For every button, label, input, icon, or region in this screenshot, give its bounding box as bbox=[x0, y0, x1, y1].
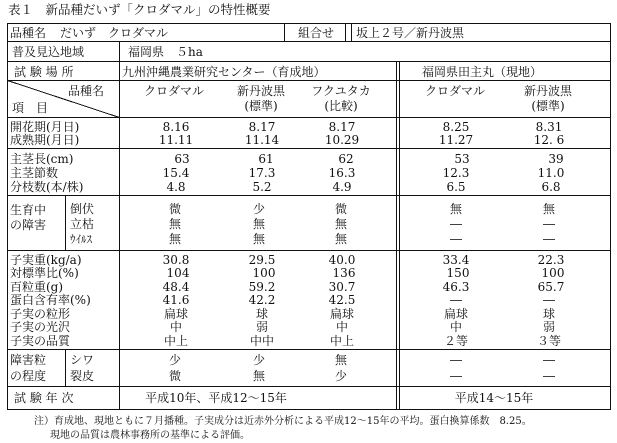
col-header: 新丹波黒 bbox=[236, 84, 286, 98]
cell: 4.8 bbox=[166, 180, 186, 194]
cell: 4.9 bbox=[332, 180, 352, 194]
corner-item: 項 目 bbox=[12, 101, 49, 115]
cell: 少 bbox=[334, 369, 348, 383]
row-label: 子実重(kg/a) bbox=[10, 253, 82, 267]
cell: 8.31 bbox=[535, 120, 563, 134]
col-header: クロダマル bbox=[143, 84, 205, 98]
cell: 11.14 bbox=[244, 133, 280, 147]
years-label: 試 験 年 次 bbox=[14, 391, 74, 405]
cell: 42.2 bbox=[248, 293, 276, 307]
cell: ― bbox=[450, 369, 462, 383]
cell: 無 bbox=[449, 202, 463, 216]
cell: 100 bbox=[252, 266, 276, 280]
cross-label: 組合せ bbox=[298, 26, 335, 40]
cell: 微 bbox=[334, 202, 348, 216]
cell: 40.0 bbox=[328, 253, 356, 267]
cell: 39 bbox=[548, 152, 564, 166]
variety-value: だいず クロダマル bbox=[60, 26, 169, 40]
cell: ― bbox=[450, 217, 462, 231]
row-label: 裂皮 bbox=[70, 369, 95, 383]
cell: 11.27 bbox=[438, 133, 474, 147]
grain-damage-block bbox=[10, 352, 555, 383]
row-label: 成熟期(月日) bbox=[10, 133, 80, 147]
cell: ― bbox=[543, 232, 555, 246]
cell: 150 bbox=[446, 266, 470, 280]
cell: 12.3 bbox=[442, 166, 470, 180]
cell: 30.8 bbox=[162, 253, 190, 267]
cell: ２等 bbox=[443, 334, 469, 348]
footnote-line: 現地の品質は農林事務所の基準による評価。 bbox=[50, 430, 250, 441]
cell: 30.7 bbox=[328, 280, 356, 294]
cell: 無 bbox=[334, 232, 348, 246]
growth-damage-block bbox=[10, 201, 556, 246]
cell: 41.6 bbox=[162, 293, 190, 307]
cell: ― bbox=[543, 353, 555, 367]
cell: 22.3 bbox=[537, 253, 565, 267]
cell: 53 bbox=[454, 152, 470, 166]
group-label: 障害粒 bbox=[10, 353, 47, 367]
cell: 48.4 bbox=[162, 280, 190, 294]
cell: 扁球 bbox=[443, 307, 469, 321]
cell: 球 bbox=[255, 307, 269, 321]
phenology-block bbox=[10, 119, 564, 147]
cell: 少 bbox=[252, 202, 266, 216]
area-row bbox=[12, 44, 203, 59]
morphology-block bbox=[10, 151, 564, 194]
site-1: 九州沖縄農業研究センター（育成地） bbox=[122, 65, 326, 79]
table-frame bbox=[8, 24, 611, 410]
row-label: 子実の粒形 bbox=[10, 307, 71, 321]
cell: 5.2 bbox=[252, 180, 272, 194]
row-label: 主茎節数 bbox=[10, 166, 59, 180]
cell: ― bbox=[543, 293, 555, 307]
cell: 少 bbox=[168, 353, 182, 367]
cell: 中 bbox=[169, 320, 183, 334]
area-value: 福岡県 ５ha bbox=[128, 45, 203, 59]
cell: 中上 bbox=[329, 334, 355, 348]
cross-value: 坂上２号／新丹波黒 bbox=[356, 26, 465, 40]
row-label: 子実の光沢 bbox=[10, 320, 71, 334]
cell: 8.25 bbox=[442, 120, 470, 134]
site-row bbox=[14, 64, 542, 79]
cell: 104 bbox=[166, 266, 190, 280]
cell: 42.5 bbox=[328, 293, 356, 307]
col-header-sub: (標準) bbox=[244, 99, 278, 113]
col-header: クロダマル bbox=[424, 84, 486, 98]
table-title: 表１ 新品種だいず「クロダマル」の特性概要 bbox=[8, 2, 271, 17]
footnote-line: 注）育成地、現地ともに７月播種。子実成分は近赤外分析による平成12～15年の平均。蛋白換算係数 8.25。 bbox=[34, 416, 532, 427]
cell: ― bbox=[450, 232, 462, 246]
variety-label: 品種名 bbox=[10, 26, 47, 40]
group-label: の程度 bbox=[10, 369, 47, 383]
cell: 33.4 bbox=[442, 253, 470, 267]
cell: 無 bbox=[168, 232, 182, 246]
cell: 微 bbox=[168, 369, 182, 383]
row-label: 倒伏 bbox=[70, 202, 95, 216]
cell: 球 bbox=[542, 307, 556, 321]
col-header: 新丹波黒 bbox=[523, 84, 573, 98]
cell: 61 bbox=[258, 152, 274, 166]
cell: 59.2 bbox=[248, 280, 276, 294]
cell: 無 bbox=[334, 353, 348, 367]
yield-block bbox=[10, 252, 564, 348]
cell: 11.11 bbox=[158, 133, 194, 147]
cell: 中 bbox=[449, 320, 463, 334]
cell: 無 bbox=[252, 217, 266, 231]
cell: 15.4 bbox=[162, 166, 190, 180]
row-label: 対標準比(%) bbox=[10, 266, 79, 280]
row-label: 主茎長(cm) bbox=[10, 152, 74, 166]
footnotes bbox=[34, 414, 532, 441]
cell: 6.8 bbox=[541, 180, 561, 194]
cell: 12. 6 bbox=[533, 133, 565, 147]
site-label: 試 験 場 所 bbox=[14, 65, 74, 79]
cell: 6.5 bbox=[446, 180, 466, 194]
row-label: 開花期(月日) bbox=[10, 120, 80, 134]
cell: 136 bbox=[332, 266, 356, 280]
cell: ― bbox=[543, 369, 555, 383]
cell: 中 bbox=[335, 320, 349, 334]
cell: 少 bbox=[252, 353, 266, 367]
cell: 62 bbox=[338, 152, 354, 166]
cell: 8.16 bbox=[162, 120, 190, 134]
cell: 10.29 bbox=[324, 133, 360, 147]
cell: 11.0 bbox=[537, 166, 565, 180]
cell: 17.3 bbox=[248, 166, 276, 180]
cell: 無 bbox=[542, 202, 556, 216]
cell: 微 bbox=[168, 202, 182, 216]
cell: 29.5 bbox=[248, 253, 276, 267]
years-site-1: 平成10年、平成12～15年 bbox=[145, 391, 287, 405]
row-label: 立枯 bbox=[70, 217, 95, 231]
cell: 8.17 bbox=[328, 120, 356, 134]
cell: 65.7 bbox=[537, 280, 565, 294]
row-label: 蛋白含有率(%) bbox=[10, 293, 91, 307]
corner-variety: 品種名 bbox=[68, 84, 105, 98]
cell: 63 bbox=[174, 152, 190, 166]
row-label: シワ bbox=[70, 353, 95, 367]
row-label: 子実の品質 bbox=[10, 334, 71, 348]
row-label: 分枝数(本/株) bbox=[10, 180, 84, 194]
cell: ３等 bbox=[536, 334, 562, 348]
cell: 扁球 bbox=[329, 307, 355, 321]
variety-header-row bbox=[10, 25, 465, 40]
row-label: 百粒重(g) bbox=[10, 280, 64, 294]
cell: 無 bbox=[168, 217, 182, 231]
cell: ― bbox=[543, 217, 555, 231]
cell: 無 bbox=[334, 217, 348, 231]
col-header-sub: (比較) bbox=[324, 99, 358, 113]
years-site-2: 平成14～15年 bbox=[454, 391, 534, 405]
group-label: 生育中 bbox=[10, 203, 47, 217]
cell: 無 bbox=[252, 369, 266, 383]
group-label: の障害 bbox=[10, 218, 47, 232]
years-row bbox=[14, 390, 533, 405]
cell: 弱 bbox=[255, 320, 269, 334]
area-label: 普及見込地域 bbox=[12, 45, 85, 59]
table-grid bbox=[8, 24, 611, 410]
cell: 中中 bbox=[249, 334, 275, 348]
site-2: 福岡県田主丸（現地） bbox=[422, 65, 543, 79]
cell: 扁球 bbox=[163, 307, 189, 321]
cell: 100 bbox=[541, 266, 565, 280]
cell: ― bbox=[450, 353, 462, 367]
cell: 8.17 bbox=[248, 120, 276, 134]
cell: 16.3 bbox=[328, 166, 356, 180]
row-label: ｳｲﾙｽ bbox=[70, 233, 92, 246]
cell: 無 bbox=[252, 232, 266, 246]
cell: 46.3 bbox=[442, 280, 470, 294]
cell: 中上 bbox=[163, 334, 189, 348]
cell: 弱 bbox=[542, 320, 556, 334]
cell: ― bbox=[450, 293, 462, 307]
col-header-sub: (標準) bbox=[531, 99, 565, 113]
col-header: フクユタカ bbox=[311, 84, 371, 98]
